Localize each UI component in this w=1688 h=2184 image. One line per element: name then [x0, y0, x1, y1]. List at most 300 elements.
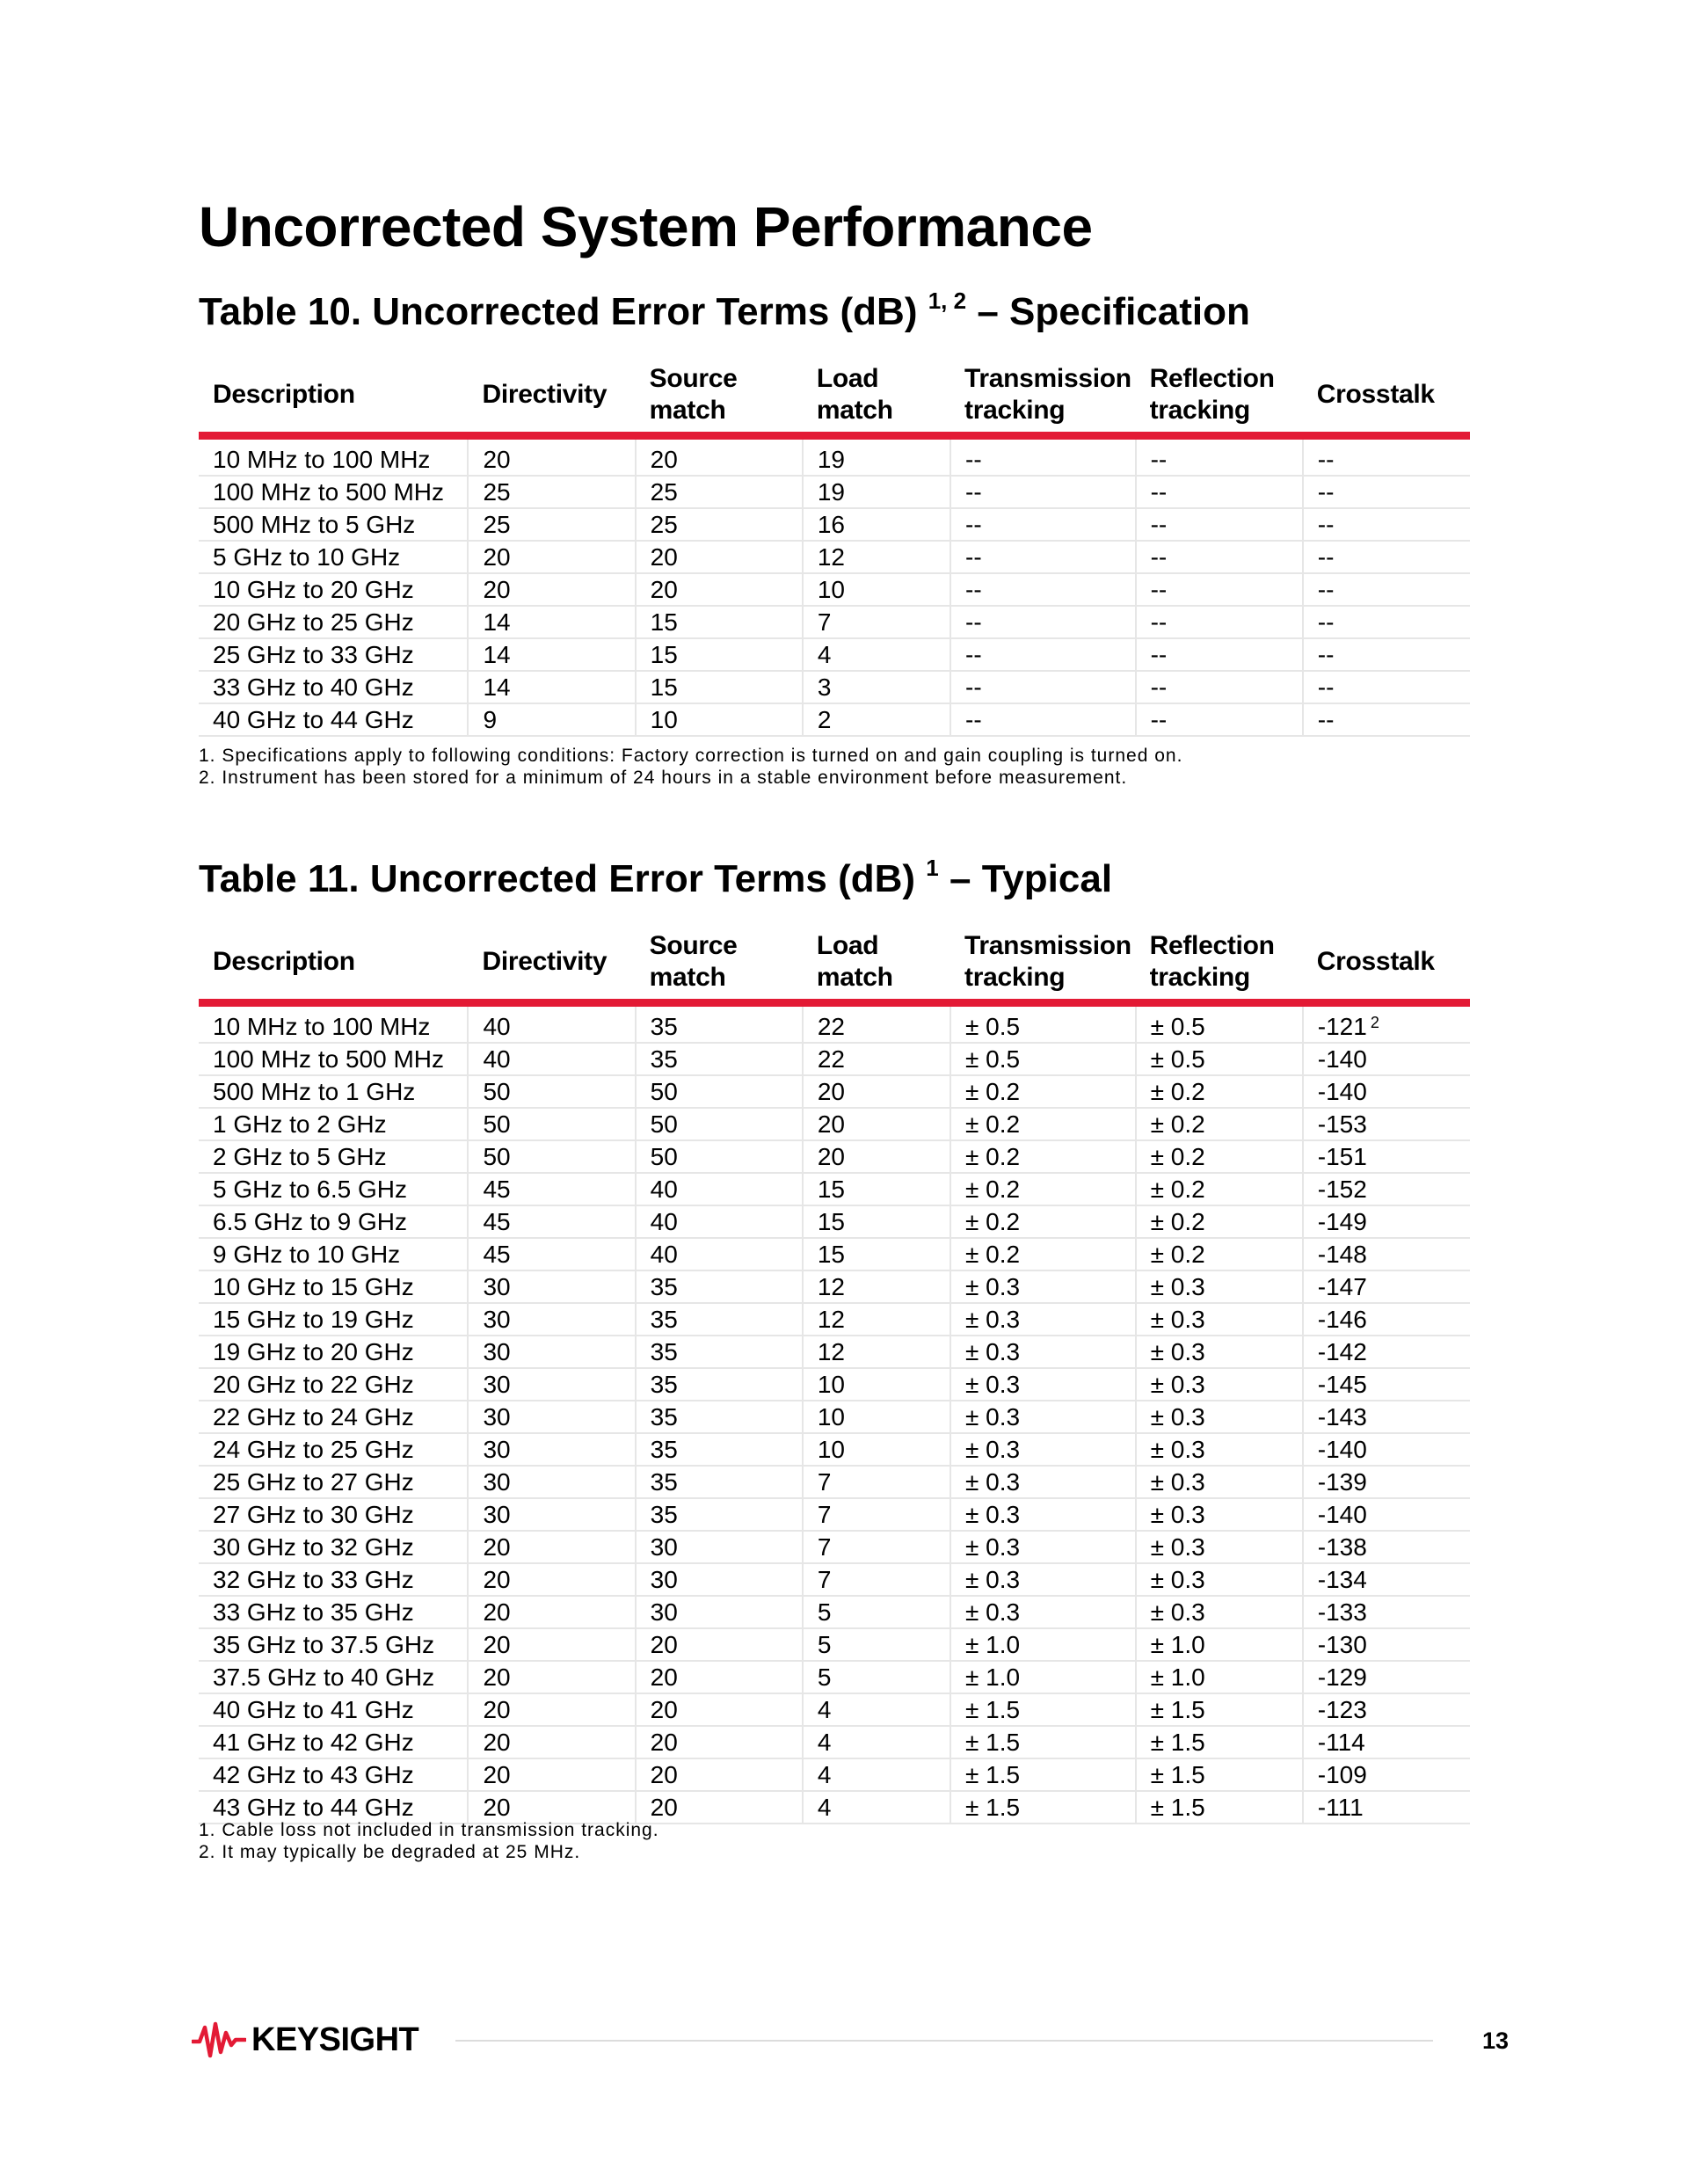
table-cell: [468, 1108, 635, 1140]
cell-value: 40 GHz to 44 GHz: [213, 706, 414, 733]
table-cell: [803, 1531, 950, 1563]
cell-value: --: [1317, 478, 1335, 506]
table-cell: [1136, 1075, 1303, 1108]
cell-value: 42 GHz to 43 GHz: [213, 1761, 414, 1788]
cell-value: ± 1.5: [965, 1794, 1021, 1821]
cell-value: 35: [650, 1338, 678, 1365]
cell-value: 50: [483, 1078, 511, 1105]
table-cell: [199, 1075, 468, 1108]
table-cell: [803, 1270, 950, 1303]
cell-value: 500 MHz to 5 GHz: [213, 511, 416, 538]
table-cell: [468, 1401, 635, 1433]
table-cell: [468, 1205, 635, 1238]
table-cell: [636, 1003, 803, 1044]
table-cell: [1136, 1336, 1303, 1368]
table-cell: [803, 1596, 950, 1628]
cell-value: ± 0.5: [1150, 1013, 1205, 1040]
table-cell: [636, 1270, 803, 1303]
table-cell: [803, 606, 950, 638]
cell-value: ± 0.3: [1150, 1338, 1205, 1365]
cell-value: ± 1.5: [965, 1729, 1021, 1756]
table-cell: [468, 1075, 635, 1108]
table-cell: [950, 1205, 1136, 1238]
cell-value: 41 GHz to 42 GHz: [213, 1729, 414, 1756]
cell-value: 45: [483, 1176, 511, 1203]
cell-value: -121: [1317, 1013, 1367, 1040]
cell-value: ± 0.2: [965, 1143, 1021, 1170]
table-cell: [636, 1758, 803, 1791]
table-cell: [1303, 606, 1470, 638]
table-cell: [1136, 1531, 1303, 1563]
table-cell: [950, 1693, 1136, 1726]
table-header-row: [199, 924, 1470, 1003]
table-cell: [1303, 1238, 1470, 1270]
table-row: [199, 671, 1470, 703]
cell-value: --: [1150, 608, 1168, 636]
table-row: [199, 1238, 1470, 1270]
table-cell: [636, 1108, 803, 1140]
table-cell: [1303, 1791, 1470, 1824]
table-cell: [803, 1075, 950, 1108]
cell-value: 20: [817, 1110, 845, 1138]
table-cell: [1136, 1791, 1303, 1824]
table-cell: [950, 1043, 1136, 1075]
table-cell: [950, 541, 1136, 573]
table-cell: [636, 1661, 803, 1693]
table-cell: [1136, 1498, 1303, 1531]
table-cell: [636, 1173, 803, 1205]
table-cell: [636, 1368, 803, 1401]
table-cell: [468, 1596, 635, 1628]
table-row: [199, 1003, 1470, 1044]
cell-value: 35: [650, 1468, 678, 1496]
table-cell: [199, 1466, 468, 1498]
table-row: [199, 1043, 1470, 1075]
table-cell: [950, 1466, 1136, 1498]
cell-value: --: [965, 446, 982, 473]
table-cell: [468, 1563, 635, 1596]
table-cell: [950, 508, 1136, 541]
cell-value: 40 GHz to 41 GHz: [213, 1696, 414, 1723]
cell-value: 7: [817, 608, 832, 636]
table-cell: [468, 1466, 635, 1498]
cell-value: -134: [1317, 1566, 1367, 1593]
table-cell: [1136, 1466, 1303, 1498]
table-cell: [468, 1303, 635, 1336]
cell-value: 30: [483, 1436, 511, 1463]
cell-value: 33 GHz to 40 GHz: [213, 673, 414, 701]
column-header: Crosstalk: [1303, 357, 1470, 436]
cell-value: -123: [1317, 1696, 1367, 1723]
cell-value: --: [1317, 673, 1335, 701]
table-cell: [803, 1758, 950, 1791]
table-cell: [199, 1401, 468, 1433]
table-cell: [199, 1108, 468, 1140]
cell-value: ± 0.2: [965, 1078, 1021, 1105]
table-cell: [199, 1661, 468, 1693]
cell-value: 10 GHz to 20 GHz: [213, 576, 414, 603]
keysight-wordmark: KEYSIGHT: [251, 2021, 419, 2058]
table-cell: [636, 508, 803, 541]
cell-value: 30: [483, 1403, 511, 1431]
cell-value: 20: [483, 1631, 511, 1658]
table-cell: [636, 1075, 803, 1108]
table-cell: [950, 1140, 1136, 1173]
table-cell: [803, 476, 950, 508]
table-cell: [468, 436, 635, 477]
cell-value: 25: [483, 511, 511, 538]
table-cell: [1303, 1433, 1470, 1466]
table-row: [199, 1466, 1470, 1498]
cell-value: 30: [483, 1371, 511, 1398]
table-cell: [803, 1238, 950, 1270]
cell-value: 25: [650, 478, 678, 506]
table-cell: [803, 1433, 950, 1466]
cell-value: ± 0.2: [965, 1208, 1021, 1235]
cell-value: ± 0.3: [1150, 1533, 1205, 1561]
cell-value: --: [1150, 511, 1168, 538]
table-cell: [636, 1336, 803, 1368]
table-11-note-1: 1. Cable loss not included in transmission tracking.: [199, 1820, 659, 1840]
table-cell: [1136, 1173, 1303, 1205]
table-cell: [803, 703, 950, 736]
cell-value: 50: [650, 1143, 678, 1170]
table-cell: [199, 1726, 468, 1758]
table-cell: [1303, 638, 1470, 671]
cell-value: 9: [483, 706, 498, 733]
table-cell: [199, 1693, 468, 1726]
cell-value: --: [965, 608, 982, 636]
table-11-notes: [199, 1819, 659, 1863]
cell-value: 15: [817, 1208, 845, 1235]
cell-value: --: [1317, 576, 1335, 603]
keysight-wave-icon: [192, 2020, 246, 2059]
table-cell: [636, 1726, 803, 1758]
table-cell: [1303, 476, 1470, 508]
cell-value: ± 0.3: [1150, 1468, 1205, 1496]
table-cell: [803, 1108, 950, 1140]
cell-value: -139: [1317, 1468, 1367, 1496]
table-cell: [636, 703, 803, 736]
table-cell: [1303, 1498, 1470, 1531]
table-cell: [950, 436, 1136, 477]
cell-value: 40: [650, 1208, 678, 1235]
table-cell: [950, 1075, 1136, 1108]
table-cell: [950, 638, 1136, 671]
table-cell: [950, 1498, 1136, 1531]
cell-value: ± 1.5: [965, 1761, 1021, 1788]
table-cell: [950, 671, 1136, 703]
table-cell: [1136, 606, 1303, 638]
column-header: Load match: [803, 357, 950, 436]
table-cell: [199, 476, 468, 508]
table-11-title-suffix: – Typical: [950, 857, 1113, 900]
table-cell: [1136, 1108, 1303, 1140]
table-cell: [468, 1003, 635, 1044]
table-cell: [636, 541, 803, 573]
table-row: [199, 606, 1470, 638]
cell-value: 10 MHz to 100 MHz: [213, 446, 431, 473]
table-cell: [199, 436, 468, 477]
table-cell: [636, 671, 803, 703]
keysight-logo: [192, 2020, 418, 2059]
cell-value: 5: [817, 1663, 832, 1691]
cell-value: -153: [1317, 1110, 1367, 1138]
page-number: 13: [1482, 2027, 1510, 2054]
cell-value: 20: [650, 1631, 678, 1658]
table-10-title-text: Table 10. Uncorrected Error Terms (dB): [199, 290, 918, 333]
cell-value: -152: [1317, 1176, 1367, 1203]
cell-value: ± 1.0: [965, 1663, 1021, 1691]
cell-value: 35: [650, 1273, 678, 1300]
table-cell: [950, 1563, 1136, 1596]
cell-value: 20: [650, 543, 678, 571]
cell-value: -133: [1317, 1598, 1367, 1626]
cell-value: 20: [483, 543, 511, 571]
table-cell: [636, 1563, 803, 1596]
table-11: [199, 924, 1470, 1824]
table-cell: [803, 1003, 950, 1044]
cell-value: 20: [650, 1729, 678, 1756]
table-10-title-suffix: – Specification: [977, 290, 1250, 333]
table-row: [199, 1140, 1470, 1173]
cell-value: 10: [650, 706, 678, 733]
cell-value: --: [1317, 543, 1335, 571]
cell-value: -148: [1317, 1241, 1367, 1268]
cell-value: 15: [817, 1176, 845, 1203]
table-row: [199, 1401, 1470, 1433]
table-cell: [636, 1303, 803, 1336]
cell-value: 5: [817, 1631, 832, 1658]
table-cell: [636, 1401, 803, 1433]
cell-value: 30: [483, 1306, 511, 1333]
cell-value: 20: [483, 1566, 511, 1593]
cell-value: 50: [650, 1110, 678, 1138]
cell-value: -140: [1317, 1501, 1367, 1528]
cell-value: ± 1.5: [1150, 1729, 1205, 1756]
table-cell: [468, 1140, 635, 1173]
cell-value: 35: [650, 1306, 678, 1333]
table-cell: [1136, 1270, 1303, 1303]
cell-value: 20: [817, 1143, 845, 1170]
table-cell: [803, 541, 950, 573]
table-cell: [950, 1726, 1136, 1758]
cell-value: 35: [650, 1436, 678, 1463]
table-11-header: [199, 924, 1470, 1003]
table-cell: [468, 476, 635, 508]
cell-value: 7: [817, 1566, 832, 1593]
table-row: [199, 1531, 1470, 1563]
table-cell: [1303, 703, 1470, 736]
table-cell: [803, 1140, 950, 1173]
table-cell: [1303, 1270, 1470, 1303]
table-cell: [950, 1791, 1136, 1824]
cell-value: 20: [483, 1663, 511, 1691]
cell-value: 15: [650, 608, 678, 636]
cell-value: 20: [650, 576, 678, 603]
cell-value: ± 0.3: [1150, 1566, 1205, 1593]
cell-value: 19: [817, 478, 845, 506]
table-row: [199, 1075, 1470, 1108]
cell-value: 19: [817, 446, 845, 473]
cell-value: 30: [650, 1533, 678, 1561]
table-cell: [468, 573, 635, 606]
cell-value: 1 GHz to 2 GHz: [213, 1110, 387, 1138]
cell-value: ± 0.2: [1150, 1078, 1205, 1105]
cell-value: --: [965, 576, 982, 603]
table-cell: [803, 638, 950, 671]
table-11-body: [199, 1003, 1470, 1824]
cell-value: ± 0.3: [965, 1566, 1021, 1593]
table-cell: [636, 638, 803, 671]
table-cell: [199, 1758, 468, 1791]
table-row: [199, 1628, 1470, 1661]
table-cell: [468, 1628, 635, 1661]
cell-value: ± 0.3: [965, 1533, 1021, 1561]
cell-value: ± 0.3: [965, 1501, 1021, 1528]
cell-value: 20: [483, 1598, 511, 1626]
cell-value: 35 GHz to 37.5 GHz: [213, 1631, 435, 1658]
table-cell: [1303, 1075, 1470, 1108]
cell-value: 30: [483, 1501, 511, 1528]
cell-value: ± 1.5: [1150, 1761, 1205, 1788]
cell-value: ± 0.3: [1150, 1306, 1205, 1333]
cell-value: 10: [817, 1436, 845, 1463]
table-cell: [803, 671, 950, 703]
cell-value: 10: [817, 1371, 845, 1398]
cell-value: 20: [650, 1794, 678, 1821]
table-row: [199, 1498, 1470, 1531]
cell-value: --: [965, 511, 982, 538]
cell-value: 35: [650, 1045, 678, 1073]
table-cell: [1136, 541, 1303, 573]
table-row: [199, 1205, 1470, 1238]
cell-value: 5 GHz to 6.5 GHz: [213, 1176, 407, 1203]
cell-value: 4: [817, 1761, 832, 1788]
table-cell: [803, 1791, 950, 1824]
cell-value: 14: [483, 673, 511, 701]
table-row: [199, 476, 1470, 508]
cell-value: 45: [483, 1208, 511, 1235]
table-cell: [1136, 508, 1303, 541]
table-row: [199, 1336, 1470, 1368]
cell-value: 12: [817, 1338, 845, 1365]
cell-value: 15: [650, 641, 678, 668]
cell-value: ± 1.5: [965, 1696, 1021, 1723]
table-cell: [803, 1173, 950, 1205]
table-cell: [803, 1693, 950, 1726]
table-cell: [950, 1596, 1136, 1628]
table-cell: [950, 1433, 1136, 1466]
cell-value: ± 0.2: [965, 1241, 1021, 1268]
cell-value: 24 GHz to 25 GHz: [213, 1436, 414, 1463]
table-cell: [1303, 508, 1470, 541]
table-cell: [950, 1303, 1136, 1336]
table-cell: [199, 1003, 468, 1044]
table-cell: [199, 1140, 468, 1173]
table-cell: [199, 573, 468, 606]
table-row: [199, 1596, 1470, 1628]
table-row: [199, 1758, 1470, 1791]
cell-value: -111: [1317, 1794, 1364, 1821]
crosstalk-footnote-ref: 2: [1370, 1014, 1379, 1031]
cell-value: ± 0.2: [1150, 1143, 1205, 1170]
table-cell: [1303, 671, 1470, 703]
table-cell: [803, 508, 950, 541]
table-cell: [636, 1205, 803, 1238]
cell-value: --: [1317, 641, 1335, 668]
cell-value: 4: [817, 1729, 832, 1756]
table-cell: [1303, 1401, 1470, 1433]
cell-value: --: [965, 641, 982, 668]
table-cell: [1303, 1758, 1470, 1791]
table-11-title-text: Table 11. Uncorrected Error Terms (dB): [199, 857, 916, 900]
cell-value: 20 GHz to 25 GHz: [213, 608, 414, 636]
table-row: [199, 1563, 1470, 1596]
table-cell: [803, 1466, 950, 1498]
table-row: [199, 1303, 1470, 1336]
table-row: [199, 508, 1470, 541]
cell-value: 50: [483, 1143, 511, 1170]
table-10-note-2: 2. Instrument has been stored for a minimum of 24 hours in a stable environment before measurement.: [199, 768, 1128, 788]
table-cell: [950, 573, 1136, 606]
table-11-title-footnote-ref: 1: [926, 855, 939, 881]
table-cell: [199, 1336, 468, 1368]
table-cell: [468, 1758, 635, 1791]
table-cell: [468, 1173, 635, 1205]
cell-value: 2 GHz to 5 GHz: [213, 1143, 387, 1170]
cell-value: 32 GHz to 33 GHz: [213, 1566, 414, 1593]
table-cell: [1136, 1003, 1303, 1044]
cell-value: --: [1150, 641, 1168, 668]
table-cell: [199, 508, 468, 541]
cell-value: 40: [650, 1176, 678, 1203]
table-10: [199, 357, 1470, 737]
table-cell: [199, 1563, 468, 1596]
cell-value: 19 GHz to 20 GHz: [213, 1338, 414, 1365]
table-cell: [1136, 1205, 1303, 1238]
cell-value: 9 GHz to 10 GHz: [213, 1241, 401, 1268]
table-cell: [468, 638, 635, 671]
table-cell: [636, 1628, 803, 1661]
table-row: [199, 1726, 1470, 1758]
table-cell: [636, 1043, 803, 1075]
cell-value: 40: [483, 1013, 511, 1040]
table-cell: [803, 1303, 950, 1336]
cell-value: -109: [1317, 1761, 1367, 1788]
cell-value: 20: [817, 1078, 845, 1105]
table-cell: [468, 606, 635, 638]
cell-value: --: [965, 478, 982, 506]
table-cell: [1303, 1303, 1470, 1336]
cell-value: 10 GHz to 15 GHz: [213, 1273, 414, 1300]
table-cell: [1303, 1661, 1470, 1693]
cell-value: --: [1150, 446, 1168, 473]
table-cell: [950, 1628, 1136, 1661]
cell-value: 12: [817, 543, 845, 571]
cell-value: --: [1150, 706, 1168, 733]
cell-value: 25: [483, 478, 511, 506]
table-cell: [636, 476, 803, 508]
table-cell: [1136, 1140, 1303, 1173]
cell-value: 10 MHz to 100 MHz: [213, 1013, 431, 1040]
table-cell: [636, 1791, 803, 1824]
table-cell: [950, 1238, 1136, 1270]
table-row: [199, 1433, 1470, 1466]
table-cell: [1136, 1726, 1303, 1758]
table-cell: [950, 606, 1136, 638]
column-header: Transmission tracking: [950, 357, 1136, 436]
